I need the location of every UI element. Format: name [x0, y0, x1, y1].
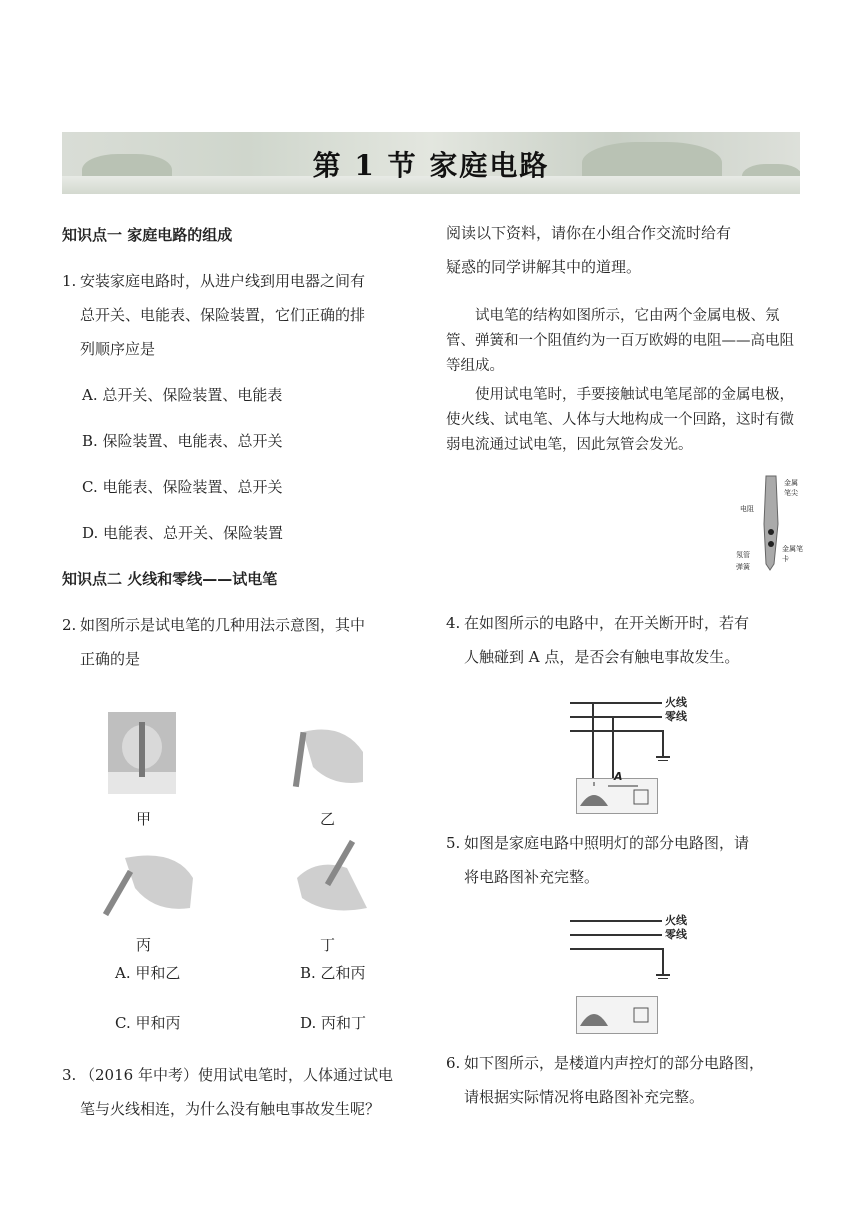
q5-line-2: 将电路图补充完整。: [464, 868, 600, 886]
reading-paragraph-2: 使用试电笔时，手要接触试电笔尾部的金属电极，使火线、试电笔、人体与大地构成一个回路，这时有微弱电流通过试电笔，因此氖管会发光。: [446, 387, 794, 453]
q4-neutral-label: 零线: [665, 710, 687, 723]
q5-circuit-diagram: [570, 912, 690, 1034]
caption-jia: 甲: [136, 810, 152, 828]
q1-option-c[interactable]: C. 电能表、保险装置、总开关: [82, 478, 283, 496]
section2-heading: 知识点二 火线和零线——试电笔: [62, 570, 278, 588]
q4-circuit-diagram: [570, 692, 690, 814]
q5-number: 5.: [446, 834, 461, 852]
title-banner: [62, 132, 800, 194]
q5-line-1: 如图是家庭电路中照明灯的部分电路图，请: [464, 834, 750, 852]
intro-line-2: 疑惑的同学讲解其中的道理。: [446, 258, 642, 276]
question-1: [62, 264, 422, 550]
section1-heading: 知识点一 家庭电路的组成: [62, 226, 233, 244]
q1-line-1: 安装家庭电路时，从进户线到用电器之间有: [80, 272, 366, 290]
q2-option-d[interactable]: D. 丙和丁: [300, 1014, 367, 1032]
q2-option-b[interactable]: B. 乙和丙: [300, 964, 366, 982]
q3-line-1: （2016 年中考）使用试电笔时，人体通过试电: [80, 1066, 393, 1084]
question-2: [62, 608, 422, 676]
caption-yi: 乙: [320, 810, 336, 828]
q4-live-label: 火线: [665, 696, 687, 709]
pen-label-resistor: 电阻: [740, 505, 754, 513]
pen-label-neon: 氖管: [736, 551, 750, 559]
caption-ding: 丁: [320, 936, 336, 954]
q2-number: 2.: [62, 616, 77, 634]
question-5: [446, 826, 806, 894]
q6-line-2: 请根据实际情况将电路图补充完整。: [464, 1088, 705, 1106]
test-pen-diagram: [736, 474, 804, 572]
intro-line-1: 阅读以下资料，请你在小组合作交流时给有: [446, 224, 732, 242]
q4-number: 4.: [446, 614, 461, 632]
pen-usage-image-yi: [283, 712, 367, 794]
q5-neutral-label: 零线: [665, 928, 687, 941]
pen-usage-image-ding: [287, 838, 369, 918]
q4-line-2: 人触碰到 A 点，是否会有触电事故发生。: [464, 648, 740, 666]
q1-option-d[interactable]: D. 电能表、总开关、保险装置: [82, 524, 284, 542]
pen-usage-image-jia: [108, 712, 176, 794]
reading-paragraph-1: 试电笔的结构如图所示，它由两个金属电极、氖管、弹簧和一个阻值约为一百万欧姆的电阻——高电阻等组成。: [446, 308, 794, 374]
q3-number: 3.: [62, 1066, 77, 1084]
page-title: 第 1 节 家庭电路: [312, 149, 550, 182]
q2-option-c[interactable]: C. 甲和丙: [115, 1014, 181, 1032]
q2-line-1: 如图所示是试电笔的几种用法示意图，其中: [80, 616, 366, 634]
question-3: [62, 1058, 424, 1126]
left-column: [62, 218, 422, 676]
q4-line-1: 在如图所示的电路中，在开关断开时，若有: [464, 614, 750, 632]
question-6: [446, 1046, 816, 1114]
q1-number: 1.: [62, 272, 77, 290]
caption-bing: 丙: [136, 936, 152, 954]
q1-option-b[interactable]: B. 保险装置、电能表、总开关: [82, 432, 283, 450]
q2-option-a[interactable]: A. 甲和乙: [115, 964, 181, 982]
q3-line-2: 笔与火线相连，为什么没有触电事故发生呢？: [80, 1100, 381, 1118]
q5-live-label: 火线: [665, 914, 687, 927]
right-column: [446, 218, 806, 458]
q1-line-3: 列顺序应是: [80, 340, 156, 358]
q4-point-a-label: A: [614, 770, 623, 783]
q6-number: 6.: [446, 1054, 461, 1072]
pen-label-clip: 金属笔卡: [782, 545, 803, 563]
pen-label-tip: 金属笔尖: [784, 479, 798, 497]
q1-line-2: 总开关、电能表、保险装置，它们正确的排: [80, 306, 366, 324]
question-4: [446, 606, 806, 674]
pen-label-spring: 弹簧: [736, 563, 750, 571]
reading-material: [446, 304, 806, 458]
pen-usage-image-bing: [95, 848, 195, 918]
q6-line-1: 如下图所示，是楼道内声控灯的部分电路图，: [464, 1054, 765, 1072]
q1-option-a[interactable]: A. 总开关、保险装置、电能表: [82, 386, 283, 404]
q2-line-2: 正确的是: [80, 650, 141, 668]
